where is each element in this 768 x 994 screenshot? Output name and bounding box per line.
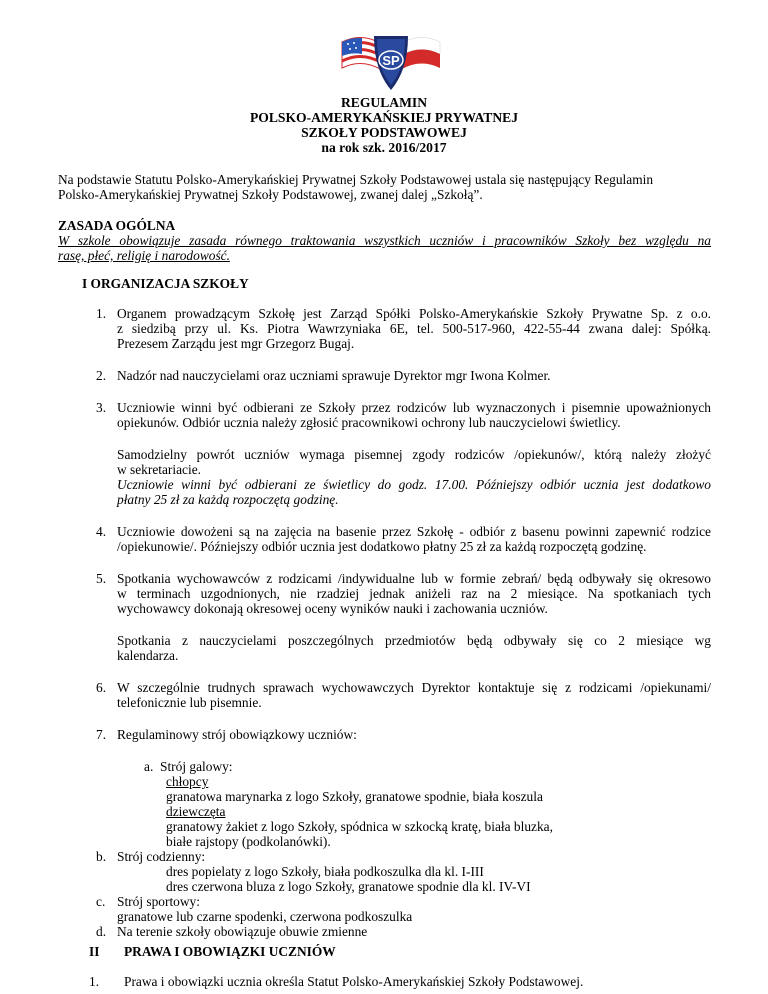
item-3-number: 3. [96, 400, 107, 415]
item-7a-girls: dziewczęta [166, 804, 226, 819]
item-3-p2-line-3: Uczniowie winni być odbierani ze świetlicy do godz. 17.00. Późniejszy odbiór ucznia jest dodatkowo [117, 477, 711, 492]
intro-line-1: Na podstawie Statutu Polsko-Amerykańskiej Prywatnej Szkoły Podstawowej ustala się następujący Regulamin [58, 172, 654, 187]
item-3-p2-line-2: w sekretariacie. [117, 462, 202, 477]
item-7d-label: d. [96, 924, 107, 939]
item-2-number: 2. [96, 368, 107, 383]
item-5-p2-line-2: kalendarza. [117, 648, 179, 663]
item-6-line-2: telefonicznie lub pisemnie. [117, 695, 262, 710]
item-5-p2-line-1: Spotkania z nauczycielami poszczególnych przedmiotów będą odbywały się co 2 miesiące wg [117, 633, 711, 648]
item-4-line-2: /opiekunowie/. Późniejszy odbiór ucznia jest dodatkowo płatny 25 zł za każdą rozpoczętą godzinę. [117, 539, 647, 554]
item-1-line-3: Prezesem Zarządu jest mgr Grzegorz Bugaj. [117, 336, 355, 351]
section-1-heading: I ORGANIZACJA SZKOŁY [82, 276, 249, 291]
item-1-line-1: Organem prowadzącym Szkołę jest Zarząd Spółki Polsko-Amerykańskie Szkoły Prywatne Sp. z o.o. [117, 306, 711, 321]
item-7b-desc-1: dres popielaty z logo Szkoły, biała podkoszulka dla kl. I-III [166, 864, 484, 879]
item-5-line-2: w terminach uzgodnionych, nie rzadziej jednak aniżeli raz na 2 miesiące. Na spotkaniach tych [117, 586, 711, 601]
item-3-p2-line-1: Samodzielny powrót uczniów wymaga pisemnej zgody rodziców /opiekunów/, którą należy złożyć [117, 447, 711, 462]
item-7c-desc: granatowe lub czarne spodenki, czerwona podkoszulka [117, 909, 413, 924]
svg-text:SP: SP [382, 53, 400, 68]
item-3-p2-line-4: płatny 25 zł za każdą rozpoczętą godzinę. [117, 492, 339, 507]
general-line-2: rasę, płeć, religię i narodowość. [58, 248, 230, 263]
item-7b-desc-2: dres czerwona bluza z logo Szkoły, granatowe spodnie dla kl. IV-VI [166, 879, 531, 894]
section-2-heading: PRAWA I OBOWIĄZKI UCZNIÓW [124, 944, 336, 959]
section-2-item-1-line-1: Prawa i obowiązki ucznia określa Statut Polsko-Amerykańskiej Szkoły Podstawowej. [124, 974, 584, 989]
intro-line-2: Polsko-Amerykańskiej Prywatnej Szkoły Podstawowej, zwanej dalej „Szkołą”. [58, 187, 483, 202]
item-4-number: 4. [96, 524, 107, 539]
item-6-line-1: W szczególnie trudnych sprawach wychowawczych Dyrektor kontaktuje się z rodzicami /opiekunami/ [117, 680, 711, 695]
item-7b-label: b. [96, 849, 107, 864]
item-5-line-3: wychowawcy dokonają okresowej oceny wyników nauki i zachowania uczniów. [117, 601, 548, 616]
item-4-line-1: Uczniowie dowożeni są na zajęcia na basenie przez Szkołę - odbiór z basenu powinni zapewnić rodzice [117, 524, 711, 539]
item-3-line-1: Uczniowie winni być odbierani ze Szkoły przez rodziców lub wyznaczonych i pisemnie upoważnionych [117, 400, 711, 415]
item-7-line-1: Regulaminowy strój obowiązkowy uczniów: [117, 727, 357, 742]
item-7-number: 7. [96, 727, 107, 742]
item-7b-text: Strój codzienny: [117, 849, 206, 864]
item-7c-label: c. [96, 894, 106, 909]
general-line-1: W szkole obowiązuje zasada równego traktowania wszystkich uczniów i pracowników Szkoły bez względu na [58, 233, 711, 248]
item-6-number: 6. [96, 680, 107, 695]
item-3-line-2: opiekunów. Odbiór ucznia należy zgłosić pracownikowi ochrony lub nauczycielowi świetlicy. [117, 415, 621, 430]
logo-emblem [336, 30, 446, 94]
item-7a-girls-desc-2: białe rajstopy (podkolanówki). [166, 834, 331, 849]
shield-icon [374, 36, 408, 90]
item-7a-label: a. [144, 759, 154, 774]
item-1-line-2: z siedzibą przy ul. Ks. Piotra Wawrzyniaka 6E, tel. 500-517-960, 422-55-44 zwana dalej: Spółką. [117, 321, 711, 336]
item-1-number: 1. [96, 306, 107, 321]
title-line-4: na rok szk. 2016/2017 [321, 140, 447, 155]
item-5-line-1: Spotkania wychowawców z rodzicami /indywidualne lub w formie zebrań/ będą odbywały się okresowo [117, 571, 711, 586]
item-7c-text: Strój sportowy: [117, 894, 200, 909]
title-line-3: SZKOŁY PODSTAWOWEJ [301, 125, 467, 140]
item-7a-boys: chłopcy [166, 774, 209, 789]
item-7a-girls-desc-1: granatowy żakiet z logo Szkoły, spódnica w szkocką kratę, biała bluzka, [166, 819, 553, 834]
title-line-1: REGULAMIN [340, 95, 428, 110]
school-logo [336, 30, 446, 94]
item-5-number: 5. [96, 571, 107, 586]
item-2-line-1: Nadzór nad nauczycielami oraz uczniami sprawuje Dyrektor mgr Iwona Kolmer. [117, 368, 551, 383]
item-7d-text: Na terenie szkoły obowiązuje obuwie zmienne [117, 924, 368, 939]
general-heading: ZASADA OGÓLNA [58, 218, 176, 233]
title-line-2: POLSKO-AMERYKAŃSKIEJ PRYWATNEJ [249, 110, 519, 125]
section-2-number: II [89, 944, 100, 959]
item-7a-text: Strój galowy: [160, 759, 233, 774]
item-7a-boys-desc: granatowa marynarka z logo Szkoły, granatowe spodnie, biała koszula [166, 789, 543, 804]
section-2-item-1-number: 1. [89, 974, 100, 989]
